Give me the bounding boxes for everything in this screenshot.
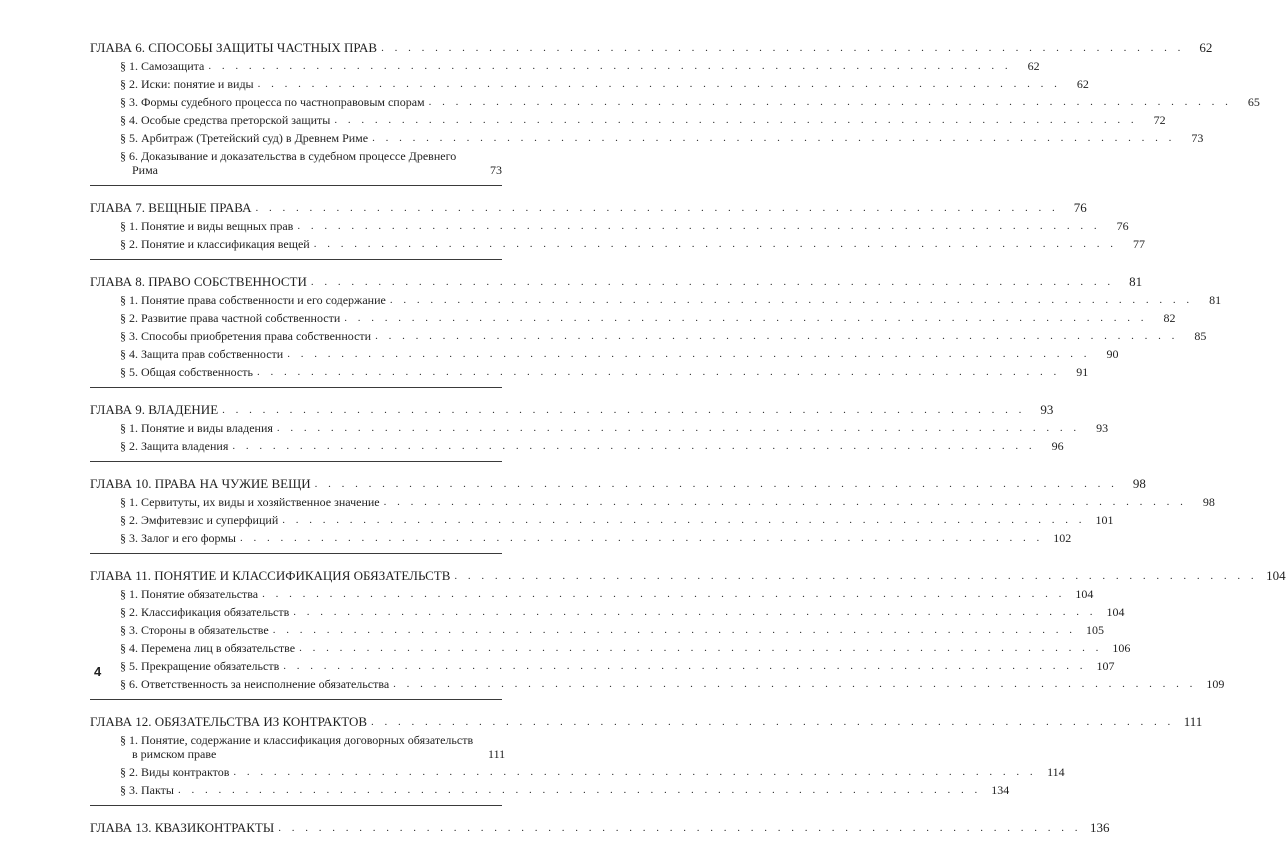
section-title-line: § 4. Особые средства преторской защиты	[120, 113, 331, 127]
section-title-line: § 3. Стороны в обязательстве	[120, 623, 269, 637]
section-title-line: § 3. Залог и его формы	[120, 531, 236, 545]
section-entry	[90, 639, 1131, 657]
section-title-line: § 3. Формы судебного процесса по частноправовым спорам	[120, 95, 425, 109]
section-title	[120, 75, 254, 93]
dot-leader: . . . . . . . . . . . . . . . . . . . . . . . . . . . . . . . . . . . . . . . . . . . . . . . . . . . . . . . . . . . .	[233, 766, 1037, 778]
dot-leader: . . . . . . . . . . . . . . . . . . . . . . . . . . . . . . . . . . . . . . . . . . . . . . . . . . . . . . . . . . . .	[299, 642, 1103, 654]
chapter-page-number: 76	[1073, 200, 1087, 215]
chapter-divider	[90, 259, 502, 260]
chapter-title: ГЛАВА 6. СПОСОБЫ ЗАЩИТЫ ЧАСТНЫХ ПРАВ	[90, 40, 378, 55]
section-entry	[90, 781, 1010, 799]
chapter-block	[90, 474, 1215, 554]
section-entry	[90, 603, 1125, 621]
chapter-title: ГЛАВА 11. ПОНЯТИЕ И КЛАССИФИКАЦИЯ ОБЯЗАТЕЛЬСТВ	[90, 568, 451, 583]
dot-leader: . . . . . . . . . . . . . . . . . . . . . . . . . . . . . . . . . . . . . . . . . . . . . . . . . . . . . . . . . . . .	[454, 570, 1258, 582]
chapter-page-number: 93	[1040, 402, 1054, 417]
section-entry	[90, 529, 1072, 547]
section-entry	[90, 657, 1115, 675]
dot-leader: . . . . . . . . . . . . . . . . . . . . . . . . . . . . . . . . . . . . . . . . . . . . . . . . . . . . . . . . . . . .	[208, 60, 1012, 72]
dot-leader: . . . . . . . . . . . . . . . . . . . . . . . . . . . . . . . . . . . . . . . . . . . . . . . . . . . . . . . . . . . .	[389, 294, 1194, 306]
chapter-block	[90, 566, 1286, 700]
section-entry	[90, 585, 1094, 603]
section-page-number: 72	[1153, 113, 1166, 127]
section-title	[120, 781, 174, 799]
chapter-heading	[90, 272, 1143, 291]
section-entry	[90, 309, 1176, 327]
dot-leader: . . . . . . . . . . . . . . . . . . . . . . . . . . . . . . . . . . . . . . . . . . . . . . . . . . . . . . . . . . . .	[278, 822, 1082, 834]
section-page-number: 111	[488, 747, 506, 761]
section-title	[120, 621, 269, 639]
chapter-divider	[90, 553, 502, 554]
section-title-line: § 5. Прекращение обязательств	[120, 659, 280, 673]
section-page-number: 106	[1112, 641, 1131, 655]
dot-leader: . . . . . . . . . . . . . . . . . . . . . . . . . . . . . . . . . . . . . . . . . . . . . . . . . . . . . . . . . . . .	[255, 202, 1059, 214]
section-title-line: § 5. Арбитраж (Третейский суд) в Древнем Риме	[120, 131, 369, 145]
section-page-number: 85	[1194, 329, 1207, 343]
chapter-title: ГЛАВА 10. ПРАВА НА ЧУЖИЕ ВЕЩИ	[90, 476, 311, 491]
dot-leader: . . . . . . . . . . . . . . . . . . . . . . . . . . . . . . . . . . . . . . . . . . . . . . . . . . . . . . . . . . . .	[287, 348, 1091, 360]
section-page-number: 104	[1075, 587, 1094, 601]
dot-leader: . . . . . . . . . . . . . . . . . . . . . . . . . . . . . . . . . . . . . . . . . . . . . . . . . . . . . . . . . . . .	[222, 404, 1026, 416]
section-title-line: § 1. Понятие и виды вещных прав	[120, 219, 294, 233]
dot-leader: . . . . . . . . . . . . . . . . . . . . . . . . . . . . . . . . . . . . . . . . . . . . . . . . . . . . . . . . . . . .	[428, 96, 1232, 108]
dot-leader: . . . . . . . . . . . . . . . . . . . . . . . . . . . . . . . . . . . . . . . . . . . . . . . . . . . . . . . . . . . .	[177, 784, 982, 796]
dot-leader: . . . . . . . . . . . . . . . . . . . . . . . . . . . . . . . . . . . . . . . . . . . . . . . . . . . . . . . . . . . .	[393, 678, 1197, 690]
chapter-heading	[90, 474, 1146, 493]
dot-leader: . . . . . . . . . . . . . . . . . . . . . . . . . . . . . . . . . . . . . . . . . . . . . . . . . . . . . . . . . . . .	[256, 366, 1061, 378]
section-title	[120, 511, 278, 529]
chapter-title: ГЛАВА 9. ВЛАДЕНИЕ	[90, 402, 219, 417]
section-page-number: 134	[991, 783, 1010, 797]
section-page-number: 101	[1095, 513, 1114, 527]
dot-leader: . . . . . . . . . . . . . . . . . . . . . . . . . . . . . . . . . . . . . . . . . . . . . . . . . . . . . . . . . . . .	[232, 440, 1036, 452]
section-entry	[90, 217, 1129, 235]
section-page-number: 91	[1076, 365, 1089, 379]
section-page-number: 81	[1209, 293, 1222, 307]
section-title	[120, 529, 236, 547]
chapter-heading	[90, 198, 1087, 217]
section-title-line: § 1. Сервитуты, их виды и хозяйственное значение	[120, 495, 380, 509]
section-page-number: 62	[1027, 59, 1040, 73]
chapter-block	[90, 400, 1109, 462]
chapter-heading	[90, 566, 1286, 585]
dot-leader: . . . . . . . . . . . . . . . . . . . . . . . . . . . . . . . . . . . . . . . . . . . . . . . . . . . . . . . . . . . .	[334, 114, 1138, 126]
section-title	[120, 639, 295, 657]
section-title	[120, 327, 371, 345]
section-title	[120, 763, 229, 781]
dot-leader: . . . . . . . . . . . . . . . . . . . . . . . . . . . . . . . . . . . . . . . . . . . . . . . . . . . . . . . . . . . .	[381, 42, 1185, 54]
chapter-divider	[90, 461, 502, 462]
section-page-number: 102	[1053, 531, 1072, 545]
dot-leader: . . . . . . . . . . . . . . . . . . . . . . . . . . . . . . . . . . . . . . . . . . . . . . . . . . . . . . . . . . . .	[276, 422, 1081, 434]
section-entry	[90, 235, 1145, 253]
chapter-page-number: 81	[1129, 274, 1143, 289]
section-entry	[90, 363, 1089, 381]
chapter-heading	[90, 818, 1110, 837]
section-title	[120, 657, 279, 675]
section-page-number: 109	[1206, 677, 1225, 691]
section-entry	[90, 327, 1207, 345]
section-entry	[90, 675, 1225, 693]
section-title	[120, 235, 310, 253]
dot-leader: . . . . . . . . . . . . . . . . . . . . . . . . . . . . . . . . . . . . . . . . . . . . . . . . . . . . . . . . . . . .	[371, 716, 1175, 728]
chapter-block	[90, 712, 1203, 806]
page-number: 4	[94, 664, 102, 679]
section-page-number: 93	[1096, 421, 1109, 435]
section-title	[120, 437, 228, 455]
chapter-heading	[90, 400, 1054, 419]
chapter-block	[90, 198, 1145, 260]
section-title-line: § 6. Ответственность за неисполнение обязательства	[120, 677, 390, 691]
section-title	[120, 419, 273, 437]
section-title-line: § 4. Перемена лиц в обязательстве	[120, 641, 296, 655]
section-title	[120, 603, 289, 621]
section-title	[120, 149, 456, 179]
chapter-title: ГЛАВА 8. ПРАВО СОБСТВЕННОСТИ	[90, 274, 307, 289]
section-title-line: § 3. Способы приобретения права собственности	[120, 329, 372, 343]
section-title-continuation: Рима	[132, 163, 158, 177]
chapter-block	[90, 272, 1222, 388]
section-title-line: § 3. Пакты	[120, 783, 174, 797]
section-title	[120, 129, 368, 147]
dot-leader: . . . . . . . . . . . . . . . . . . . . . . . . . . . . . . . . . . . . . . . . . . . . . . . . . . . . . . . . . . . .	[314, 478, 1118, 490]
section-page-number: 107	[1096, 659, 1115, 673]
section-title	[120, 291, 386, 309]
chapter-page-number: 62	[1199, 40, 1213, 55]
section-entry	[90, 345, 1119, 363]
section-entry	[90, 511, 1114, 529]
section-title-line: § 1. Понятие обязательства	[120, 587, 259, 601]
dot-leader: . . . . . . . . . . . . . . . . . . . . . . . . . . . . . . . . . . . . . . . . . . . . . . . . . . . . . . . . . . . .	[310, 276, 1115, 288]
section-title	[120, 93, 425, 111]
section-title	[120, 345, 283, 363]
section-page-number: 105	[1085, 623, 1104, 637]
section-entry	[90, 75, 1089, 93]
section-entry	[90, 93, 1260, 111]
section-entry	[90, 147, 502, 179]
dot-leader: . . . . . . . . . . . . . . . . . . . . . . . . . . . . . . . . . . . . . . . . . . . . . . . . . . . . . . . . . . . .	[372, 132, 1176, 144]
chapter-title: ГЛАВА 7. ВЕЩНЫЕ ПРАВА	[90, 200, 252, 215]
dot-leader: . . . . . . . . . . . . . . . . . . . . . . . . . . . . . . . . . . . . . . . . . . . . . . . . . . . . . . . . . . . .	[257, 78, 1061, 90]
section-page-number: 104	[1106, 605, 1125, 619]
section-entry	[90, 493, 1215, 511]
section-title-line: § 2. Понятие и классификация вещей	[120, 237, 310, 251]
dot-leader: . . . . . . . . . . . . . . . . . . . . . . . . . . . . . . . . . . . . . . . . . . . . . . . . . . . . . . . . . . . .	[375, 330, 1179, 342]
table-of-contents	[90, 38, 1286, 849]
dot-leader: . . . . . . . . . . . . . . . . . . . . . . . . . . . . . . . . . . . . . . . . . . . . . . . . . . . . . . . . . . . .	[293, 606, 1097, 618]
chapter-title: ГЛАВА 13. КВАЗИКОНТРАКТЫ	[90, 820, 275, 835]
dot-leader: . . . . . . . . . . . . . . . . . . . . . . . . . . . . . . . . . . . . . . . . . . . . . . . . . . . . . . . . . . . .	[344, 312, 1148, 324]
section-title	[120, 309, 340, 327]
chapter-divider	[90, 699, 502, 700]
chapter-page-number: 98	[1132, 476, 1146, 491]
section-entry	[90, 419, 1109, 437]
dot-leader: . . . . . . . . . . . . . . . . . . . . . . . . . . . . . . . . . . . . . . . . . . . . . . . . . . . . . . . . . . . .	[262, 588, 1066, 600]
chapter-heading	[90, 38, 1213, 57]
dot-leader: . . . . . . . . . . . . . . . . . . . . . . . . . . . . . . . . . . . . . . . . . . . . . . . . . . . . . . . . . . . .	[313, 238, 1117, 250]
section-page-number: 96	[1051, 439, 1064, 453]
chapter-divider	[90, 805, 502, 806]
dot-leader: . . . . . . . . . . . . . . . . . . . . . . . . . . . . . . . . . . . . . . . . . . . . . . . . . . . . . . . . . . . .	[239, 532, 1044, 544]
section-title	[120, 733, 473, 763]
section-title-line: § 5. Общая собственность	[120, 365, 253, 379]
section-page-number: 114	[1047, 765, 1065, 779]
section-title	[120, 111, 330, 129]
section-title-line: § 1. Самозащита	[120, 59, 205, 73]
dot-leader: . . . . . . . . . . . . . . . . . . . . . . . . . . . . . . . . . . . . . . . . . . . . . . . . . . . . . . . . . . . .	[383, 496, 1187, 508]
chapter-block	[90, 38, 1260, 186]
section-page-number: 98	[1202, 495, 1215, 509]
section-page-number: 82	[1163, 311, 1176, 325]
section-page-number: 73	[490, 163, 502, 177]
section-title-line: § 1. Понятие, содержание и классификация договорных обязательств	[120, 733, 474, 747]
dot-leader: . . . . . . . . . . . . . . . . . . . . . . . . . . . . . . . . . . . . . . . . . . . . . . . . . . . . . . . . . . . .	[282, 514, 1086, 526]
section-page-number: 76	[1116, 219, 1129, 233]
section-title	[120, 585, 258, 603]
chapter-block	[90, 818, 1110, 837]
section-entry	[90, 57, 1040, 75]
section-entry	[90, 111, 1166, 129]
section-title	[120, 57, 204, 75]
section-title-line: § 2. Иски: понятие и виды	[120, 77, 254, 91]
section-page-number: 90	[1106, 347, 1119, 361]
section-page-number: 65	[1247, 95, 1260, 109]
section-title-line: § 2. Виды контрактов	[120, 765, 230, 779]
section-title-line: § 1. Понятие и виды владения	[120, 421, 273, 435]
section-title-line: § 2. Эмфитевзис и суперфиций	[120, 513, 279, 527]
section-title-line: § 1. Понятие права собственности и его содержание	[120, 293, 386, 307]
dot-leader: . . . . . . . . . . . . . . . . . . . . . . . . . . . . . . . . . . . . . . . . . . . . . . . . . . . . . . . . . . . .	[272, 624, 1076, 636]
chapter-divider	[90, 387, 502, 388]
chapter-title: ГЛАВА 12. ОБЯЗАТЕЛЬСТВА ИЗ КОНТРАКТОВ	[90, 714, 368, 729]
section-page-number: 62	[1076, 77, 1089, 91]
dot-leader: . . . . . . . . . . . . . . . . . . . . . . . . . . . . . . . . . . . . . . . . . . . . . . . . . . . . . . . . . . . .	[283, 660, 1087, 672]
section-title-line: § 2. Защита владения	[120, 439, 229, 453]
section-page-number: 77	[1132, 237, 1145, 251]
chapter-page-number: 104	[1266, 568, 1286, 583]
chapter-divider	[90, 185, 502, 186]
dot-leader: . . . . . . . . . . . . . . . . . . . . . . . . . . . . . . . . . . . . . . . . . . . . . . . . . . . . . . . . . . . .	[297, 220, 1101, 232]
section-title-continuation: в римском праве	[132, 747, 217, 761]
section-entry	[90, 621, 1104, 639]
section-entry	[90, 129, 1204, 147]
section-title-line: § 4. Защита прав собственности	[120, 347, 284, 361]
section-title	[120, 675, 389, 693]
section-entry	[90, 291, 1222, 309]
section-title	[120, 217, 293, 235]
section-title-line: § 6. Доказывание и доказательства в судебном процессе Древнего	[120, 149, 457, 163]
chapter-page-number: 111	[1183, 714, 1203, 729]
section-title-line: § 2. Развитие права частной собственности	[120, 311, 341, 325]
chapter-page-number: 136	[1089, 820, 1110, 835]
section-title-line: § 2. Классификация обязательств	[120, 605, 290, 619]
section-entry	[90, 763, 1065, 781]
section-entry	[90, 731, 506, 763]
section-title	[120, 363, 253, 381]
section-entry	[90, 437, 1064, 455]
section-page-number: 73	[1191, 131, 1204, 145]
section-title	[120, 493, 380, 511]
chapter-heading	[90, 712, 1203, 731]
